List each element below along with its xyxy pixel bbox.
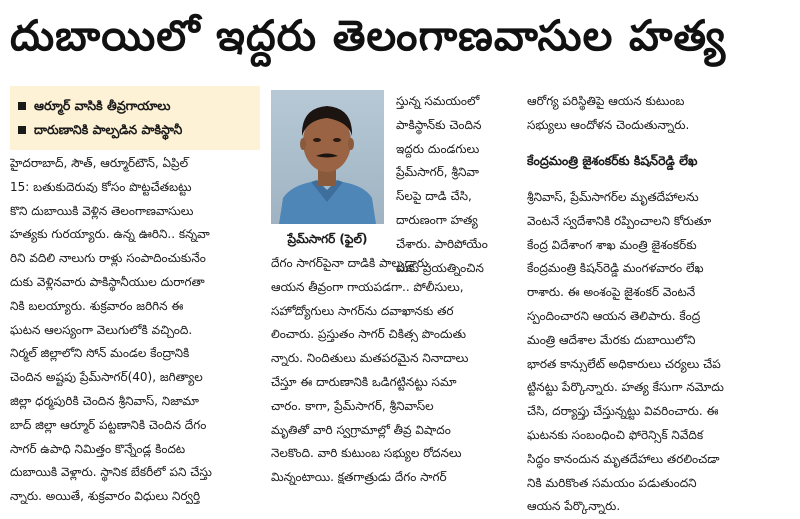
text-line: రాశారు. ఈ అంశంపై జైశంకర్ వెంటనే bbox=[527, 285, 696, 300]
text-line: ఘటన ఆలస్యంగా వెలుగులోకి వచ్చింది. bbox=[10, 322, 193, 337]
text-line: దుకు వెళ్లినవారు పాకిస్థానీయుల దురాగతా bbox=[10, 274, 205, 289]
text-line: మంత్రి ఆదేశాల మేరకు దుబాయిలోని bbox=[527, 332, 696, 347]
text-line: ఆరోగ్య పరిస్థితిపై ఆయన కుటుంబ bbox=[527, 94, 685, 108]
text-line: స్పందించారని ఆయన తెలిపారు. కేంద్ర bbox=[527, 308, 701, 323]
text-line: ఆయన తీవ్రంగా గాయపడగా.. పోలీసులు, bbox=[271, 279, 464, 294]
column-2-bottom bbox=[271, 252, 515, 490]
text-line: వెంటనే స్వదేశానికి రప్పించాలని కోరుతూ bbox=[527, 213, 712, 228]
text-line: ఆయన పేర్కొన్నారు. bbox=[527, 499, 621, 514]
text-line: చేస్తూ ఈ దారుణానికి ఒడిగట్టినట్టు సమా bbox=[271, 374, 457, 389]
text-line: ట్టినట్టు పేర్కొన్నారు. హత్య కేసుగా నమోదు bbox=[527, 380, 724, 395]
bullet-icon bbox=[18, 102, 26, 110]
text-line: హైదరాబాద్, సౌత్, ఆర్మూర్‌టౌన్, ఏప్రిల్ bbox=[10, 156, 189, 170]
text-line: నిర్మల్ జిల్లాలోని సోన్ మండల కేంద్రానికి bbox=[10, 346, 190, 361]
text-line: మృతితో వారి స్వగ్రామాల్లో తీవ్ర విషాదం bbox=[271, 422, 451, 437]
column-subhead: కేంద్రమంత్రి జైశంకర్‌కు కిషన్‌రెడ్డి లేఖ bbox=[527, 153, 698, 168]
text-line: ప్రేమ్‌సాగర్, శ్రీనివా bbox=[396, 165, 479, 180]
text-line: కేంద్రమంత్రి కిషన్‌రెడ్డి మంగళవారం లేఖ bbox=[527, 261, 704, 276]
text-line: చేసి, దర్యాప్తు చేస్తున్నట్టు వివరించారు. ఈ bbox=[527, 404, 719, 419]
column-3-bottom bbox=[527, 186, 790, 519]
text-line: స్తున్న సమయంలో bbox=[396, 94, 480, 108]
photo-premsagar bbox=[271, 90, 384, 224]
column-1 bbox=[10, 152, 262, 509]
text-line: స్‌లపై దాడి చేసి, bbox=[396, 189, 472, 204]
text-line: చారం. కాగా, ప్రేమ్‌సాగర్, శ్రీనివాస్‌ల bbox=[271, 398, 434, 413]
subhead-2: దారుణానికి పాల్పడిన పాకిస్థానీ bbox=[18, 118, 182, 142]
text-line: కేంద్ర విదేశాంగ శాఖ మంత్రి జైశంకర్‌కు bbox=[527, 237, 697, 252]
text-line: సిద్ధం కానందున మృతదేహాలు తరలించడా bbox=[527, 451, 720, 466]
text-line: పాకిస్థాన్‌కు చెందిన bbox=[396, 117, 482, 132]
text-line: శ్రీనివాస్, ప్రేమ్‌సాగర్‌ల మృతదేహాలను bbox=[527, 190, 699, 204]
text-line: సాగర్ ఉపాధి నిమిత్తం కొన్నేండ్ల కిందట bbox=[10, 441, 186, 456]
text-line: బాద్ జిల్లా ఆర్మూర్ పట్టణానికి చెందిన దేగం bbox=[10, 417, 207, 432]
text-line: న్నారు. నిందితులు మతపరమైన నినాదాలు bbox=[271, 351, 469, 366]
text-line: దేగం సాగర్‌పైనా దాడికి పాల్పడ్డారు. bbox=[271, 256, 432, 270]
text-line: ఇద్దరు దుండగులు bbox=[396, 141, 480, 156]
text-line: చెందిన అష్టపు ప్రేమ్‌సాగర్(40), జగిత్యాల bbox=[10, 370, 203, 385]
text-line: సభ్యులు ఆందోళన చెందుతున్నారు. bbox=[527, 117, 690, 132]
text-line: ఘటనకు సంబంధించి ఫోరెన్సిక్ నివేదిక bbox=[527, 427, 704, 442]
text-line: 15: బతుకుదెరువు కోసం పొట్టచేతబట్టు bbox=[10, 179, 192, 194]
text-line: హత్యకు గురయ్యారు. ఉన్న ఊరిని.. కన్నవా bbox=[10, 227, 210, 242]
text-line: రిని వదిలి నాలుగు రాళ్లు సంపాదించుకునేం bbox=[10, 251, 206, 266]
text-line: నికి బలయ్యారు. శుక్రవారం జరిగిన ఈ bbox=[10, 298, 184, 313]
subheads-box bbox=[10, 86, 260, 150]
text-line: నికి మరికొంత సమయం పడుతుందని bbox=[527, 475, 697, 490]
text-line: చేశారు. పారిపోయేం bbox=[396, 236, 488, 251]
text-line: భారత కాన్సులేట్ అధికారులు చర్యలు చేప bbox=[527, 356, 721, 371]
text-line: న్నారు. అయితే, శుక్రవారం విధులు నిర్వర్తి bbox=[10, 489, 201, 504]
text-line: జిల్లా ధర్మపురికి చెందిన శ్రీనివాస్, నిజామా bbox=[10, 393, 199, 408]
text-line: దుబాయికి వెళ్లారు. స్థానిక బేకరీలో పని చేస్తు bbox=[10, 465, 212, 480]
bullet-icon bbox=[18, 126, 26, 134]
text-line: సహోద్యోగులు సాగర్‌ను దవాఖానకు తర bbox=[271, 303, 454, 318]
column-3-top bbox=[527, 90, 790, 138]
photo-caption: ప్రేమ్‌సాగర్ (ఫైల్) bbox=[287, 232, 368, 246]
text-line: దుకు ప్రయత్నించిన bbox=[396, 260, 484, 275]
text-line: నెలకొంది. వారి కుటుంబ సభ్యుల రోదనలు bbox=[271, 446, 462, 461]
text-line: కొని దుబాయికి వెళ్లిన తెలంగాణవాసులు bbox=[10, 203, 194, 218]
headline: దుబాయిలో ఇద్దరు తెలంగాణవాసుల హత్య bbox=[10, 11, 727, 60]
text-line: దారుణంగా హత్య bbox=[396, 212, 478, 227]
text-line: మిన్నంటాయి. క్షతగాత్రుడు దేగం సాగర్ bbox=[271, 470, 447, 485]
text-line: లించారు. ప్రస్తుతం సాగర్ చికిత్స పొందుతు bbox=[271, 327, 467, 342]
subhead-1: ఆర్మూర్ వాసికి తీవ్రగాయాలు bbox=[18, 94, 171, 118]
